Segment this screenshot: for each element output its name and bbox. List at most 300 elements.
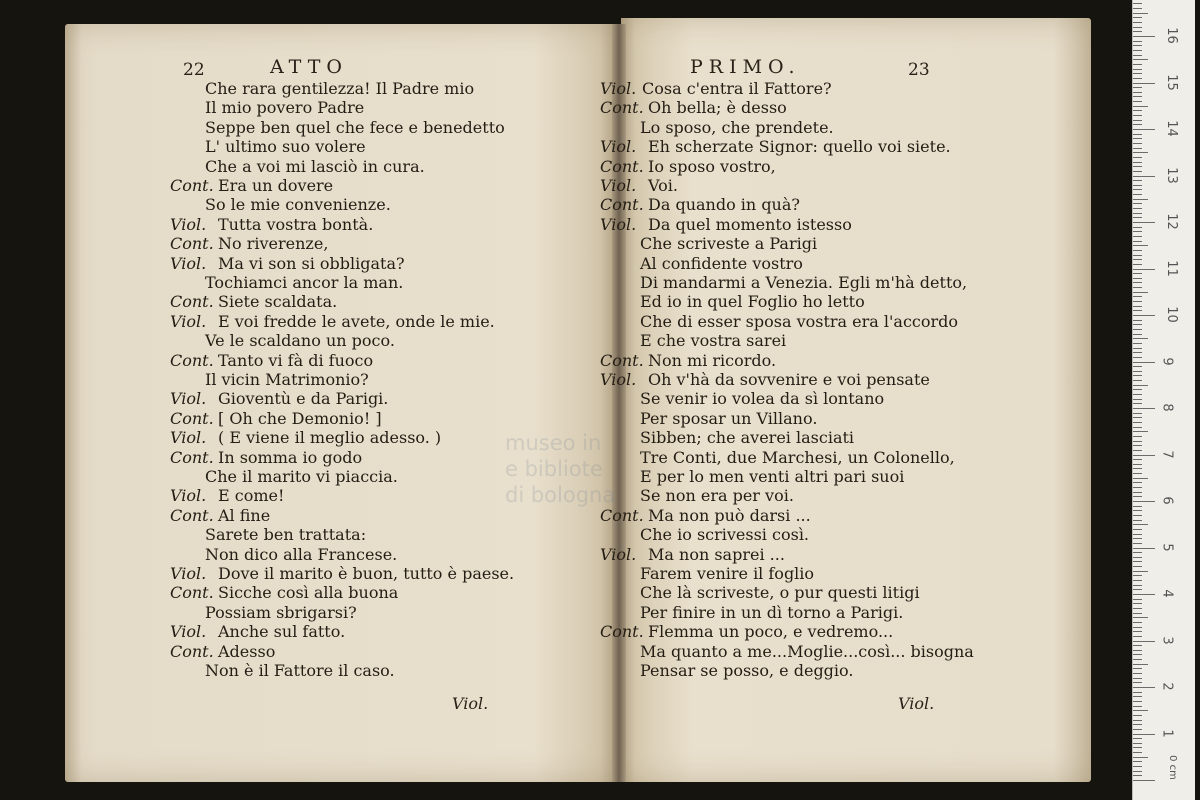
verse-text: Se non era per voi. <box>640 486 794 506</box>
ruler-tick <box>1133 348 1142 349</box>
verse-text: L' ultimo suo volere <box>205 137 366 157</box>
text-line <box>640 389 884 409</box>
text-line <box>205 603 357 623</box>
ruler-tick <box>1133 724 1142 725</box>
speaker-label: Cont. <box>170 234 214 254</box>
ruler-tick <box>1133 566 1142 567</box>
ruler-tick <box>1133 375 1142 376</box>
text-line <box>640 448 955 468</box>
text-line <box>600 370 930 390</box>
verse-text: Ve le scaldano un poco. <box>205 331 395 351</box>
ruler-tick <box>1133 487 1142 488</box>
text-line <box>640 603 903 623</box>
verse-text: Oh v'hà da sovvenire e voi pensate <box>648 370 930 389</box>
verse-text: Il mio povero Padre <box>205 98 365 118</box>
ruler-tick <box>1133 241 1142 242</box>
ruler-tick <box>1133 138 1142 139</box>
ruler-tick <box>1133 696 1142 697</box>
text-line <box>600 137 951 157</box>
ruler-tick <box>1133 482 1142 483</box>
text-line <box>640 428 854 448</box>
verse-text: Per finire in un dì torno a Parigi. <box>640 602 904 622</box>
ruler-tick <box>1133 771 1142 772</box>
verse-text: Farem venire il foglio <box>640 564 815 583</box>
text-line <box>170 234 328 254</box>
ruler-number: 10 <box>1163 306 1179 323</box>
verse-text: Tutta vostra bontà. <box>218 214 374 234</box>
text-line <box>205 545 397 565</box>
ruler-tick <box>1133 659 1142 660</box>
verse-text: Che là scriveste, o pur questi litigi <box>640 583 920 603</box>
ruler-tick <box>1133 445 1142 446</box>
verse-text: Siete scaldata. <box>218 292 338 312</box>
ruler-tick <box>1133 664 1148 665</box>
ruler-tick <box>1133 287 1142 288</box>
text-line <box>170 292 337 312</box>
ruler-tick <box>1133 8 1142 9</box>
text-line <box>640 486 794 506</box>
ruler-tick <box>1133 282 1142 283</box>
ruler-number: 9 <box>1159 356 1175 366</box>
ruler-tick <box>1133 641 1155 642</box>
ruler-tick <box>1133 101 1142 102</box>
ruler-tick <box>1133 436 1142 437</box>
text-line <box>640 118 834 138</box>
ruler-tick <box>1133 775 1142 776</box>
ruler-tick <box>1133 110 1142 111</box>
ruler-tick <box>1133 87 1142 88</box>
ruler-tick <box>1133 687 1155 688</box>
ruler-tick <box>1133 152 1148 153</box>
ruler-tick <box>1133 45 1142 46</box>
ruler-tick <box>1133 250 1142 251</box>
verse-text: Possiam sbrigarsi? <box>205 602 357 622</box>
ruler-tick <box>1133 245 1148 246</box>
text-line <box>640 234 817 254</box>
verse-text: Da quando in quà? <box>648 195 800 215</box>
ruler-number: 4 <box>1159 589 1175 598</box>
ruler-tick <box>1133 343 1142 344</box>
text-line <box>600 98 787 118</box>
verse-text: Gioventù e da Parigi. <box>218 389 389 409</box>
text-line <box>170 409 382 429</box>
text-line <box>600 195 800 215</box>
ruler-tick <box>1133 608 1142 609</box>
ruler-tick <box>1133 180 1142 181</box>
ruler-tick <box>1133 613 1142 614</box>
text-line <box>205 467 398 487</box>
ruler-tick <box>1133 459 1142 460</box>
verse-text: Lo sposo, che prendete. <box>640 117 834 137</box>
ruler-number: 7 <box>1159 449 1175 459</box>
text-line <box>205 661 395 681</box>
ruler-tick <box>1133 692 1142 693</box>
ruler-tick <box>1133 148 1142 149</box>
speaker-label: Cont. <box>170 447 214 467</box>
verse-text: Voi. <box>648 176 678 195</box>
text-line <box>205 273 403 293</box>
ruler-tick <box>1133 320 1142 321</box>
ruler-number: 15 <box>1163 73 1179 91</box>
ruler-tick <box>1133 455 1155 456</box>
ruler-tick <box>1133 645 1142 646</box>
ruler-tick <box>1133 389 1142 390</box>
ruler-tick <box>1133 561 1142 562</box>
verse-text: Pensar se posso, e deggio. <box>640 661 854 680</box>
verse-text: [ Oh che Demonio! ] <box>218 408 382 428</box>
verse-text: So le mie convenienze. <box>205 195 391 215</box>
speaker-label: Viol. <box>600 214 637 234</box>
speaker-label: Cont. <box>600 98 644 118</box>
speaker-label: Cont. <box>170 350 214 370</box>
text-line <box>205 331 395 351</box>
text-line <box>600 351 776 371</box>
ruler-tick <box>1133 468 1142 469</box>
ruler-tick <box>1133 231 1142 232</box>
ruler-number: 16 <box>1163 27 1179 44</box>
text-line <box>600 79 832 99</box>
verse-text: Da quel momento istesso <box>648 214 852 234</box>
text-line <box>640 642 974 662</box>
speaker-label: Viol. <box>170 253 207 273</box>
library-watermark <box>505 430 615 508</box>
ruler-tick <box>1133 682 1142 683</box>
measurement-ruler <box>1132 0 1195 800</box>
verse-text: Sarete ben trattata: <box>205 525 367 545</box>
text-line <box>205 137 366 157</box>
ruler-tick <box>1133 580 1142 581</box>
ruler-tick <box>1133 306 1142 307</box>
verse-text: Che io scrivessi così. <box>640 525 810 545</box>
ruler-number: 12 <box>1163 213 1179 230</box>
verse-text: Se venir io volea da sì lontano <box>640 389 885 409</box>
ruler-tick <box>1133 31 1142 32</box>
speaker-label: Cont. <box>600 195 644 215</box>
ruler-tick <box>1133 36 1155 37</box>
ruler-tick <box>1133 571 1148 572</box>
ruler-tick <box>1133 120 1142 121</box>
ruler-tick <box>1133 552 1142 553</box>
verse-text: Eh scherzate Signor: quello voi siete. <box>648 137 951 157</box>
ruler-tick <box>1133 352 1142 353</box>
ruler-tick <box>1133 189 1142 190</box>
speaker-label: Viol. <box>600 176 637 195</box>
ruler-tick <box>1133 27 1142 28</box>
text-line <box>170 428 441 448</box>
verse-text: Non dico alla Francese. <box>205 544 398 564</box>
ruler-tick <box>1133 222 1155 223</box>
ruler-tick <box>1133 83 1155 84</box>
ruler-number: 6 <box>1159 496 1175 505</box>
ruler-tick <box>1133 603 1142 604</box>
ruler-tick <box>1133 73 1142 74</box>
text-line <box>170 564 514 584</box>
ruler-tick <box>1133 96 1142 97</box>
verse-text: Ma non saprei ... <box>648 544 785 564</box>
ruler-tick <box>1133 13 1148 14</box>
ruler-tick <box>1133 780 1155 781</box>
speaker-label: Cont. <box>170 505 214 525</box>
ruler-tick <box>1133 441 1142 442</box>
verse-text: Per sposar un Villano. <box>640 408 818 428</box>
ruler-tick <box>1133 213 1142 214</box>
ruler-tick <box>1133 394 1142 395</box>
ruler-number: 8 <box>1159 403 1175 412</box>
ruler-tick <box>1133 371 1142 372</box>
ruler-tick <box>1133 143 1142 144</box>
ruler-tick <box>1133 543 1142 544</box>
ruler-tick <box>1133 408 1155 409</box>
ruler-tick <box>1133 324 1142 325</box>
verse-text: Al confidente vostro <box>640 253 803 273</box>
ruler-number: 13 <box>1163 166 1179 184</box>
ruler-tick <box>1133 64 1142 65</box>
ruler-tick <box>1133 399 1142 400</box>
ruler-tick <box>1133 380 1142 381</box>
speaker-label: Cont. <box>600 156 644 176</box>
verse-text: In somma io godo <box>218 447 363 467</box>
ruler-tick <box>1133 334 1142 335</box>
ruler-tick <box>1133 720 1142 721</box>
ruler-tick <box>1133 55 1142 56</box>
ruler-tick <box>1133 134 1142 135</box>
ruler-tick <box>1133 78 1142 79</box>
speaker-label: Viol. <box>170 428 207 448</box>
verse-text: Io sposo vostro, <box>648 156 776 176</box>
text-line <box>170 215 373 235</box>
text-line <box>205 370 369 390</box>
ruler-tick <box>1133 599 1142 600</box>
ruler-tick <box>1133 301 1142 302</box>
right-page-number: 23 <box>908 60 930 80</box>
speaker-label: Viol. <box>170 564 207 583</box>
ruler-tick <box>1133 296 1142 297</box>
ruler-tick <box>1133 738 1142 739</box>
verse-text: Che di esser sposa vostra era l'accordo <box>640 311 959 331</box>
left-page-number: 22 <box>183 60 205 80</box>
ruler-tick <box>1133 594 1155 595</box>
ruler-tick <box>1133 208 1142 209</box>
ruler-tick <box>1133 278 1142 279</box>
text-line <box>170 176 333 196</box>
ruler-tick <box>1133 329 1142 330</box>
ruler-tick <box>1133 255 1142 256</box>
ruler-tick <box>1133 22 1142 23</box>
verse-text: E voi fredde le avete, onde le mie. <box>218 311 495 331</box>
ruler-tick <box>1133 310 1142 311</box>
ruler-tick <box>1133 362 1155 363</box>
watermark-line: di bologna <box>505 483 616 507</box>
verse-text: Tanto vi fà di fuoco <box>218 350 374 370</box>
speaker-label: Cont. <box>170 408 214 428</box>
text-line <box>170 642 275 662</box>
ruler-tick <box>1133 506 1142 507</box>
ruler-tick <box>1133 194 1142 195</box>
speaker-label: Viol. <box>600 79 637 98</box>
ruler-tick <box>1133 673 1142 674</box>
text-line <box>640 409 817 429</box>
ruler-tick <box>1133 357 1142 358</box>
ruler-tick <box>1133 338 1148 339</box>
speaker-label: Viol. <box>170 622 207 642</box>
ruler-tick <box>1133 129 1155 130</box>
text-line <box>205 98 364 118</box>
ruler-tick <box>1133 264 1142 265</box>
verse-text: E che vostra sarei <box>640 331 787 351</box>
verse-text: Di mandarmi a Venezia. Egli m'hà detto, <box>640 273 968 292</box>
speaker-label: Viol. <box>170 389 207 409</box>
ruler-tick <box>1133 743 1142 744</box>
ruler-tick <box>1133 501 1155 502</box>
verse-text: Non è il Fattore il caso. <box>205 661 395 680</box>
verse-text: Ma vi son si obbligata? <box>218 253 405 273</box>
text-line <box>170 448 362 468</box>
ruler-unit-label: 0 cm <box>1166 755 1178 780</box>
text-line <box>170 254 405 274</box>
ruler-number: 3 <box>1159 635 1175 645</box>
ruler-tick <box>1133 636 1142 637</box>
text-line <box>640 273 967 293</box>
verse-text: Cosa c'entra il Fattore? <box>642 79 832 98</box>
ruler-tick <box>1133 631 1142 632</box>
speaker-label: Cont. <box>170 176 214 195</box>
ruler-tick <box>1133 431 1148 432</box>
ruler-tick <box>1133 706 1142 707</box>
ruler-tick <box>1133 50 1142 51</box>
ruler-tick <box>1133 520 1142 521</box>
ruler-tick <box>1133 715 1142 716</box>
text-line <box>640 583 920 603</box>
ruler-tick <box>1133 385 1148 386</box>
ruler-tick <box>1133 17 1142 18</box>
ruler-tick <box>1133 217 1142 218</box>
text-line <box>170 622 345 642</box>
ruler-tick <box>1133 3 1142 4</box>
ruler-tick <box>1133 185 1142 186</box>
verse-text: Seppe ben quel che fece e benedetto <box>205 117 505 137</box>
speaker-label: Viol. <box>600 544 637 564</box>
verse-text: Il vicin Matrimonio? <box>205 370 369 389</box>
ruler-tick <box>1133 515 1142 516</box>
speaker-label: Viol. <box>170 311 207 331</box>
text-line <box>600 176 678 196</box>
ruler-tick <box>1133 747 1142 748</box>
ruler-tick <box>1133 538 1142 539</box>
ruler-tick <box>1133 548 1155 549</box>
ruler-tick <box>1133 41 1142 42</box>
ruler-tick <box>1133 427 1142 428</box>
text-line <box>640 292 865 312</box>
ruler-tick <box>1133 650 1142 651</box>
ruler-tick <box>1133 524 1148 525</box>
verse-text: Non mi ricordo. <box>648 350 777 370</box>
ruler-tick <box>1133 366 1142 367</box>
text-line <box>205 157 425 177</box>
ruler-tick <box>1133 752 1142 753</box>
ruler-tick <box>1133 729 1142 730</box>
right-catchword: Viol. <box>898 694 935 713</box>
ruler-tick <box>1133 171 1142 172</box>
text-line <box>170 312 495 332</box>
ruler-tick <box>1133 529 1142 530</box>
ruler-number: 2 <box>1159 682 1175 691</box>
text-line <box>640 467 904 487</box>
text-line <box>205 525 366 545</box>
ruler-number: 1 <box>1159 728 1175 738</box>
ruler-tick <box>1133 292 1148 293</box>
ruler-tick <box>1133 269 1155 270</box>
text-line <box>640 525 809 545</box>
verse-text: Dove il marito è buon, tutto è paese. <box>218 564 515 583</box>
ruler-tick <box>1133 157 1142 158</box>
left-running-head: ATTO <box>270 56 348 78</box>
text-line <box>640 312 958 332</box>
ruler-tick <box>1133 199 1148 200</box>
text-line <box>640 564 814 584</box>
ruler-tick <box>1133 557 1142 558</box>
text-line <box>170 506 270 526</box>
speaker-label: Viol. <box>600 370 637 389</box>
verse-text: Al fine <box>218 505 271 525</box>
verse-text: Che rara gentilezza! Il Padre mio <box>205 79 475 98</box>
ruler-number: 11 <box>1163 259 1179 277</box>
text-line <box>205 79 474 99</box>
ruler-tick <box>1133 59 1148 60</box>
ruler-tick <box>1133 617 1148 618</box>
ruler-tick <box>1133 450 1142 451</box>
text-line <box>640 661 853 681</box>
speaker-label: Cont. <box>170 583 214 603</box>
ruler-tick <box>1133 422 1142 423</box>
ruler-tick <box>1133 413 1142 414</box>
verse-text: No riverenze, <box>218 234 329 254</box>
ruler-tick <box>1133 473 1142 474</box>
verse-text: Ed io in quel Foglio ho letto <box>640 292 865 312</box>
verse-text: Che a voi mi lasciò in cura. <box>205 156 425 176</box>
ruler-tick <box>1133 106 1148 107</box>
verse-text: Adesso <box>218 641 276 661</box>
ruler-tick <box>1133 417 1142 418</box>
ruler-tick <box>1133 734 1155 735</box>
verse-text: ( E viene il meglio adesso. ) <box>218 428 442 448</box>
verse-text: Ma non può darsi ... <box>648 505 811 525</box>
ruler-tick <box>1133 496 1142 497</box>
ruler-tick <box>1133 236 1142 237</box>
verse-text: Anche sul fatto. <box>218 622 346 642</box>
verse-text: Tre Conti, due Marchesi, un Colonello, <box>640 447 955 467</box>
speaker-label: Cont. <box>600 622 644 642</box>
speaker-label: Cont. <box>170 641 214 661</box>
speaker-label: Viol. <box>170 486 207 506</box>
ruler-tick <box>1133 227 1142 228</box>
text-line <box>600 157 776 177</box>
ruler-tick <box>1133 124 1142 125</box>
left-catchword: Viol. <box>452 694 489 713</box>
text-line <box>170 389 388 409</box>
speaker-label: Cont. <box>600 350 644 370</box>
text-line <box>600 545 785 565</box>
ruler-tick <box>1133 701 1142 702</box>
ruler-tick <box>1133 654 1142 655</box>
ruler-tick <box>1133 757 1148 758</box>
ruler-tick <box>1133 162 1142 163</box>
ruler-tick <box>1133 478 1148 479</box>
ruler-tick <box>1133 403 1142 404</box>
verse-text: Sibben; che averei lasciati <box>640 428 855 448</box>
ruler-tick <box>1133 627 1142 628</box>
text-line <box>170 583 398 603</box>
ruler-number: 14 <box>1163 120 1179 137</box>
